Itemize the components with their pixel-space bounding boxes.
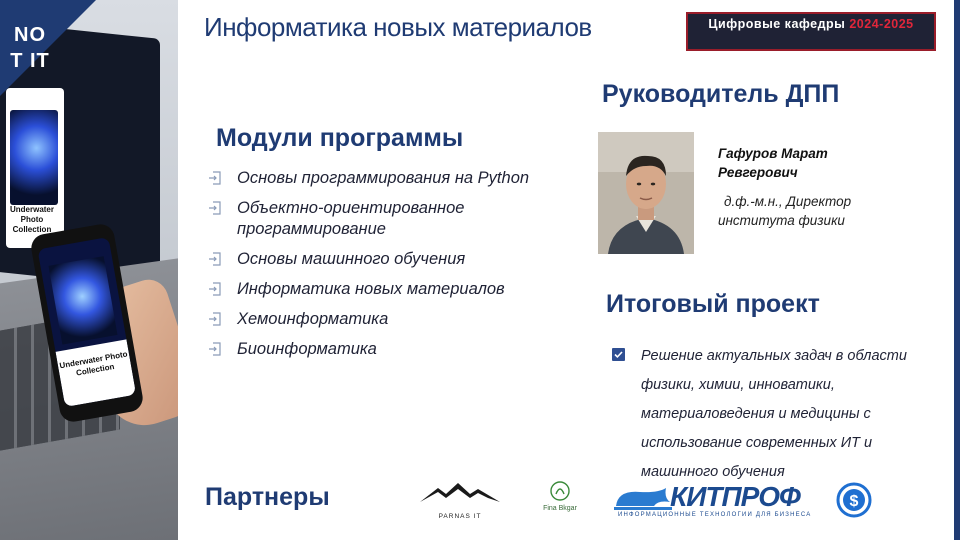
- list-item: [208, 168, 588, 189]
- list-item: [208, 249, 588, 270]
- portrait-photo: [598, 132, 694, 254]
- phone-jellyfish-image: [48, 256, 117, 345]
- module-label: Объектно-ориентированное программирование: [237, 199, 465, 238]
- kitprof-logo: [614, 481, 812, 520]
- hero-photo: [0, 0, 178, 540]
- corner-line-1: NO: [14, 24, 46, 46]
- whale-icon: [614, 484, 672, 512]
- module-label: Основы программирования на Python: [237, 169, 530, 187]
- parnas-logo: [418, 480, 502, 522]
- login-arrow-icon: [208, 201, 222, 215]
- leaf-emblem-icon: [540, 480, 580, 504]
- kitprof-logo-subtitle: ИНФОРМАЦИОННЫЕ ТЕХНОЛОГИИ ДЛЯ БИЗНЕСА: [618, 512, 812, 518]
- corner-line-2: T IT: [10, 50, 50, 72]
- modules-list: [208, 168, 588, 369]
- jellyfish-image: [10, 110, 58, 205]
- list-item: [208, 198, 588, 240]
- phone-caption: Underwater Photo Collection: [58, 349, 129, 378]
- badge-year: 2024-2025: [849, 17, 914, 31]
- module-label: Биоинформатика: [237, 340, 377, 358]
- laptop-caption: Underwater Photo Collection: [9, 205, 54, 234]
- mountain-icon: [418, 480, 502, 510]
- module-label: Основы машинного обучения: [237, 250, 466, 268]
- coin-symbol: $: [849, 493, 859, 510]
- badge-text: Цифровые кафедры: [708, 17, 850, 31]
- fina-logo-text: Fina Bkgar: [543, 505, 577, 512]
- kitprof-logo-text: КИТПРОФ: [670, 481, 800, 512]
- coin-icon: [836, 482, 872, 518]
- page-title: Информатика новых материалов: [204, 12, 592, 42]
- fina-logo: [540, 480, 580, 520]
- head-heading: Руководитель ДПП: [602, 80, 840, 108]
- modules-heading: Модули программы: [216, 124, 464, 152]
- corner-badge-text: [2, 22, 58, 74]
- list-item: [208, 279, 588, 300]
- final-project-heading: Итоговый проект: [606, 290, 820, 318]
- login-arrow-icon: [208, 312, 222, 326]
- login-arrow-icon: [208, 342, 222, 356]
- digital-departments-badge: [686, 12, 936, 51]
- person-name: Гафуров Марат Ревгерович: [718, 146, 828, 180]
- final-project-text: Решение актуальных задач в области физики, химии, инноватики, материаловедения и медицины с использование современных ИТ и машинного обучения: [641, 348, 907, 480]
- person-description: д.ф.-м.н., Директор института физики: [718, 194, 852, 228]
- login-arrow-icon: [208, 252, 222, 266]
- list-item: [208, 339, 588, 360]
- portrait-image: [598, 132, 694, 254]
- phone-caption-card: [56, 339, 137, 407]
- module-label: Хемоинформатика: [237, 310, 389, 328]
- module-label: Информатика новых материалов: [237, 280, 505, 298]
- list-item: [208, 309, 588, 330]
- checkbox-icon: [612, 348, 625, 361]
- right-edge-bar: [954, 0, 960, 540]
- coin-logo: [836, 482, 872, 518]
- login-arrow-icon: [208, 171, 222, 185]
- partners-heading: Партнеры: [205, 483, 330, 511]
- login-arrow-icon: [208, 282, 222, 296]
- parnas-logo-text: PARNAS IT: [438, 513, 482, 520]
